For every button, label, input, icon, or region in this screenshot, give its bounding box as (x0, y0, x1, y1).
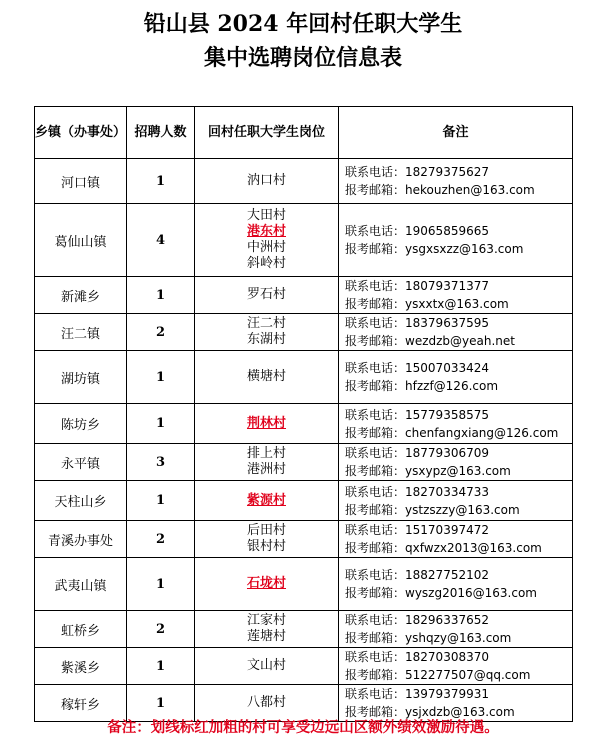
contact-phone (345, 521, 572, 539)
email-value: ysgxsxzz@163.com (405, 242, 524, 256)
cell-town: 青溪办事处 (35, 521, 127, 558)
village-name: 大田村 (246, 208, 286, 223)
cell-villages (195, 648, 339, 685)
contact-phone (345, 648, 572, 666)
phone-value: 13979379931 (405, 687, 489, 701)
contact-email (345, 462, 572, 480)
cell-villages (195, 404, 339, 444)
phone-value: 18270334733 (405, 484, 489, 499)
cell-count: 2 (127, 521, 195, 558)
email-label: 报考邮箱： (345, 334, 406, 348)
contact-email (345, 501, 572, 519)
email-value: qxfwzx2013@163.com (405, 541, 542, 555)
phone-value: 18296337652 (405, 613, 489, 627)
contact-phone (345, 611, 572, 629)
village-name: 横塘村 (246, 369, 286, 384)
village-name: 汪二村 (246, 316, 286, 331)
phone-label: 联系电话： (345, 407, 406, 422)
cell-villages (195, 159, 339, 204)
email-label: 报考邮箱： (345, 705, 406, 719)
cell-town: 稼轩乡 (35, 685, 127, 722)
cell-villages (195, 521, 339, 558)
phone-label: 联系电话： (345, 568, 406, 582)
cell-town: 新滩乡 (35, 277, 127, 314)
email-label: 报考邮箱： (345, 242, 406, 256)
cell-remark (339, 159, 573, 204)
cell-town: 湖坊镇 (35, 351, 127, 404)
phone-label: 联系电话： (345, 361, 406, 375)
phone-label: 联系电话： (345, 484, 406, 499)
contact-phone (345, 566, 572, 584)
contact-phone (345, 277, 572, 295)
header-remark: 备注 (339, 107, 573, 159)
cell-remark (339, 648, 573, 685)
email-label: 报考邮箱： (345, 541, 406, 555)
table-row (35, 159, 573, 204)
village-name-highlighted: 港东村 (246, 224, 286, 239)
cell-count: 1 (127, 351, 195, 404)
cell-villages (195, 351, 339, 404)
email-label: 报考邮箱： (345, 183, 406, 197)
cell-remark (339, 444, 573, 481)
phone-value: 18827752102 (405, 568, 489, 582)
cell-villages (195, 204, 339, 277)
cell-town: 陈坊乡 (35, 404, 127, 444)
cell-count: 1 (127, 481, 195, 521)
phone-value: 18079371377 (405, 279, 489, 293)
header-town: 乡镇（办事处） (35, 107, 127, 159)
village-name: 港洲村 (246, 462, 286, 477)
email-value: ysxypz@163.com (405, 464, 511, 478)
cell-remark (339, 404, 573, 444)
cell-count: 2 (127, 611, 195, 648)
email-value: hfzzf@126.com (405, 379, 499, 393)
phone-label: 联系电话： (345, 523, 406, 537)
table-row (35, 204, 573, 277)
email-label: 报考邮箱： (345, 425, 406, 440)
table-row (35, 521, 573, 558)
village-name: 汭口村 (246, 173, 286, 188)
header-post: 回村任职大学生岗位 (195, 107, 339, 159)
phone-label: 联系电话： (345, 316, 406, 330)
village-name: 排上村 (246, 446, 286, 461)
cell-remark (339, 611, 573, 648)
contact-email (345, 377, 572, 395)
cell-count: 1 (127, 558, 195, 611)
email-label: 报考邮箱： (345, 502, 406, 517)
email-value: 512277507@qq.com (405, 668, 531, 682)
cell-town: 天柱山乡 (35, 481, 127, 521)
cell-town: 武夷山镇 (35, 558, 127, 611)
contact-email (345, 424, 572, 442)
phone-value: 18270308370 (405, 650, 489, 664)
table-row (35, 648, 573, 685)
cell-villages (195, 611, 339, 648)
cell-count: 4 (127, 204, 195, 277)
phone-label: 联系电话： (345, 650, 406, 664)
cell-remark (339, 314, 573, 351)
cell-town: 葛仙山镇 (35, 204, 127, 277)
cell-remark (339, 277, 573, 314)
village-name: 八都村 (246, 695, 286, 710)
email-label: 报考邮箱： (345, 464, 406, 478)
cell-villages (195, 558, 339, 611)
cell-town: 汪二镇 (35, 314, 127, 351)
phone-label: 联系电话： (345, 446, 406, 460)
phone-value: 18779306709 (405, 446, 489, 460)
cell-town: 虹桥乡 (35, 611, 127, 648)
email-value: hekouzhen@163.com (405, 183, 535, 197)
table-row (35, 611, 573, 648)
header-count: 招聘人数 (127, 107, 195, 159)
contact-email (345, 181, 572, 199)
cell-town: 永平镇 (35, 444, 127, 481)
cell-remark (339, 204, 573, 277)
cell-count: 1 (127, 277, 195, 314)
page-title-line1: 铅山县 2024 年回村任职大学生 (143, 11, 463, 37)
email-value: ysxxtx@163.com (405, 297, 509, 311)
phone-label: 联系电话： (345, 279, 406, 293)
email-value: ysjxdzb@163.com (405, 705, 515, 719)
table-row (35, 351, 573, 404)
phone-value: 18379637595 (405, 316, 489, 330)
contact-email (345, 584, 572, 602)
village-name: 后田村 (246, 523, 286, 538)
cell-count: 1 (127, 404, 195, 444)
cell-remark (339, 558, 573, 611)
table-row (35, 444, 573, 481)
contact-email (345, 240, 572, 258)
contact-email (345, 629, 572, 647)
table-body (35, 159, 573, 722)
contact-email (345, 666, 572, 684)
cell-villages (195, 277, 339, 314)
cell-town: 河口镇 (35, 159, 127, 204)
contact-phone (345, 406, 572, 424)
village-name: 中洲村 (246, 240, 286, 255)
village-name: 文山村 (246, 658, 286, 673)
page-title-line2: 集中选聘岗位信息表 (203, 45, 402, 71)
cell-count: 3 (127, 444, 195, 481)
email-value: wyszg2016@163.com (405, 586, 537, 600)
village-name: 东湖村 (246, 332, 286, 347)
contact-phone (345, 483, 572, 501)
phone-label: 联系电话： (345, 224, 406, 238)
village-name: 莲塘村 (246, 629, 286, 644)
table-header-row (35, 107, 573, 159)
email-label: 报考邮箱： (345, 668, 406, 682)
table-row (35, 558, 573, 611)
contact-phone (345, 444, 572, 462)
phone-label: 联系电话： (345, 687, 406, 701)
email-value: ystzszzy@163.com (405, 502, 520, 517)
footer-note: 备注：划线标红加粗的村可享受边远山区额外绩效激励待遇。 (107, 719, 499, 736)
cell-remark (339, 481, 573, 521)
cell-villages (195, 444, 339, 481)
contact-phone (345, 359, 572, 377)
phone-label: 联系电话： (345, 165, 406, 179)
positions-table (34, 106, 573, 722)
contact-email (345, 539, 572, 557)
email-value: yshqzy@163.com (405, 631, 512, 645)
phone-value: 15007033424 (405, 361, 489, 375)
email-label: 报考邮箱： (345, 379, 406, 393)
email-label: 报考邮箱： (345, 297, 406, 311)
table-row (35, 314, 573, 351)
cell-villages (195, 314, 339, 351)
cell-remark (339, 351, 573, 404)
cell-villages (195, 481, 339, 521)
village-name-highlighted: 紫源村 (246, 492, 286, 508)
cell-remark (339, 521, 573, 558)
contact-email (345, 295, 572, 313)
contact-phone (345, 163, 572, 181)
contact-phone (345, 222, 572, 240)
table-row (35, 404, 573, 444)
cell-count: 1 (127, 159, 195, 204)
phone-label: 联系电话： (345, 613, 406, 627)
contact-email (345, 332, 572, 350)
contact-phone (345, 685, 572, 703)
phone-value: 15170397472 (405, 523, 489, 537)
cell-count: 2 (127, 314, 195, 351)
email-label: 报考邮箱： (345, 586, 406, 600)
email-value: wezdzb@yeah.net (405, 334, 515, 348)
village-name: 江家村 (246, 613, 286, 628)
table-row (35, 481, 573, 521)
table-row (35, 277, 573, 314)
phone-value: 15779358575 (405, 407, 489, 422)
village-name: 罗石村 (246, 287, 286, 302)
cell-count: 1 (127, 685, 195, 722)
village-name-highlighted: 石垅村 (246, 576, 286, 591)
village-name: 银村村 (246, 539, 286, 554)
email-label: 报考邮箱： (345, 631, 406, 645)
phone-value: 18279375627 (405, 165, 489, 179)
village-name-highlighted: 荆林村 (246, 415, 286, 431)
phone-value: 19065859665 (405, 224, 489, 238)
village-name: 斜岭村 (246, 256, 286, 271)
contact-phone (345, 314, 572, 332)
email-value: chenfangxiang@126.com (405, 425, 559, 440)
cell-town: 紫溪乡 (35, 648, 127, 685)
cell-count: 1 (127, 648, 195, 685)
